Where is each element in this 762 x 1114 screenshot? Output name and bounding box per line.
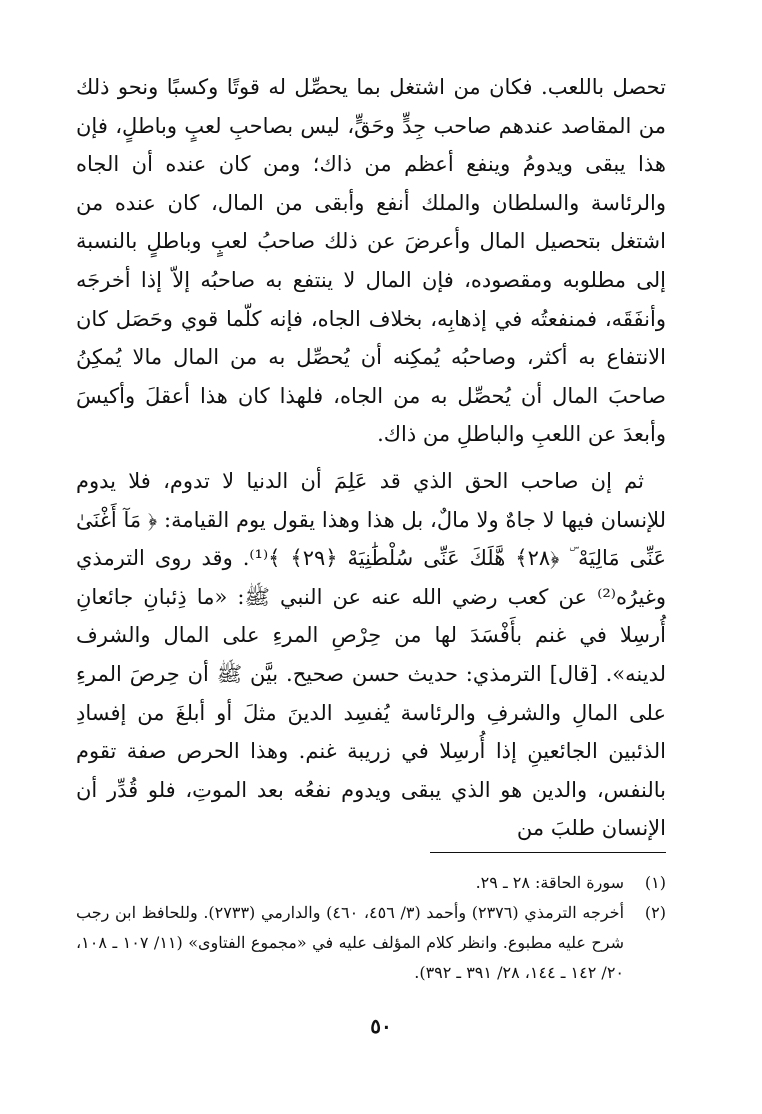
paragraph: ثم إن صاحب الحق الذي قد عَلِمَ أن الدنيا لا تدوم، فلا يدوم للإنسان فيها لا جاهٌ ولا مالٌ، بل هذا وهذا يقول يوم القيامة: ﴿ مَآ أَغْنَىٰ عَنِّى مَالِيَهْ ۜ ﴿٢٨﴾ هَّلَكَ عَنِّى سُلْطَٰنِيَهْ ﴿٢٩﴾ ﴾⁽¹⁾. وقد روى الترمذي وغيرُه⁽²⁾ عن كعب رضي الله عنه عن النبي ﷺ: «ما ذِئبانِ جائعانِ أُرسِلا في غنم بأَفْسَدَ لها من حِرْصِ المرءِ على المال والشرف لدينه». [قال] الترمذي: حديث حسن صحيح. بيَّن ﷺ أن حِرصَ المرءِ على المالِ والشرفِ والرئاسة يُفسِد الدينَ مثلَ أو أبلغَ من إفسادِ الذئبين الجائعينِ إذا أُرسِلا في زريبة غنم. وهذا الحرص صفة تقوم بالنفس، والدين هو الذي يبقى ويدوم نفعُه بعد الموتِ، فلو قُدِّر أن الإنسان طلبَ من [76, 468, 666, 841]
footnote-separator [430, 852, 666, 853]
footnote-text: أخرجه الترمذي (٢٣٧٦) وأحمد (٣/ ٤٥٦، ٤٦٠) والدارمي (٢٧٣٣). وللحافظ ابن رجب شرح عليه مطبوع. وانظر كلام المؤلف عليه في «مجموع الفتاوى» (١١/ ١٠٧ ـ ١٠٨، ٢٠/ ١٤٢ ـ ١٤٤، ٢٨/ ٣٩١ ـ ٣٩٢). [76, 903, 625, 982]
footnote-text: سورة الحاقة: ٢٨ ـ ٢٩. [475, 873, 624, 892]
footnote-number: (١) [644, 873, 666, 892]
main-text [76, 68, 666, 848]
footnote [76, 898, 666, 988]
footnotes [76, 868, 666, 988]
paragraph: تحصل باللعب. فكان من اشتغل بما يحصِّل له قوتًا وكسبًا ونحو ذلك من المقاصد عندهم صاحب جِدٍّ وحَقٍّ، ليس بصاحبِ لعبٍ وباطلٍ، فإن هذا يبقى ويدومُ وينفع أعظم من ذاك؛ ومن كان عنده أن الجاه والرئاسة والسلطان والملك أنفع وأبقى من المال، كان عنده من اشتغل بتحصيل المال وأعرضَ عن ذلك صاحبُ لعبٍ وباطلٍ بالنسبة إلى مطلوبه ومقصوده، فإن المال لا ينتفع به صاحبُه إلاّ إذا أخرجَه وأنفَقَه، فمنفعتُه في إذهابِه، بخلاف الجاه، فإنه كلّما قوي وحَصَل كان الانتفاع به أكثر، وصاحبُه يُمكِنه أن يُحصِّل به من المال مالا يُمكِنُ صاحبَ المال أن يُحصِّل به من الجاه، فلهذا كان هذا أعقلَ وأكيسَ وأبعدَ عن اللعبِ والباطلِ من ذاك. [76, 75, 666, 447]
page-number: ٥٠ [370, 1014, 392, 1038]
footnote-number: (٢) [644, 903, 666, 922]
footnote [76, 868, 666, 898]
